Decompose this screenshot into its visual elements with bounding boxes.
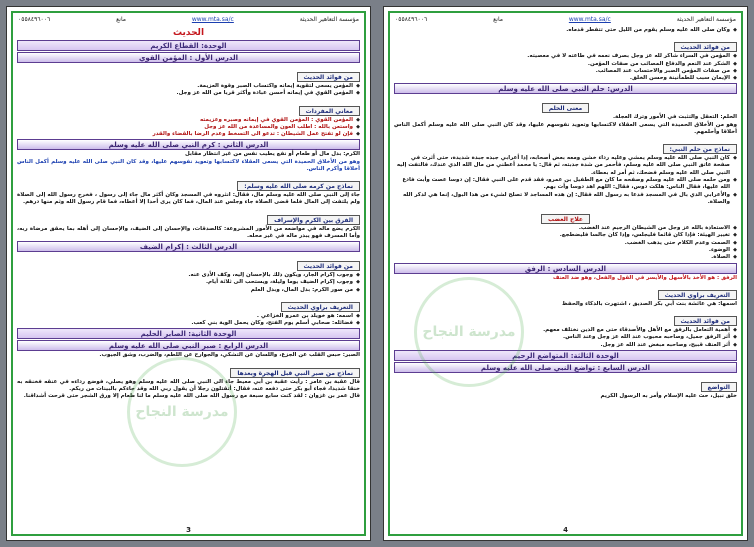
lesson-heading: الدرس الثالث : إكرام الضيف [17, 241, 360, 252]
watermark-seal: مدرسة النجاح [127, 357, 237, 467]
header-site-link[interactable]: www.mta.sa/c [568, 16, 611, 23]
section-box: من فوائد الحديث [297, 72, 360, 82]
paragraph: قال عمر بن غزوان : لقد كنت سابع سبعة مع رسول الله صلى الله عليه وسلم ما لنا طعام إلا ورق الشجر حتى قرحت أشداقنا. [23, 393, 360, 399]
unit-heading: الوحدة: القطاع الكريم [17, 40, 360, 51]
list-item: ◆ المؤمن يسعى لتقوية إيمانه واكتساب الصبر وقوة العزيمة. [17, 83, 360, 90]
lesson-heading: الدرس السابع : تواضع النبي صلى الله عليه وسلم [394, 362, 737, 373]
page-number: 3 [186, 526, 191, 534]
list-item: ◆ أثر العنف قبيح، وصاحبه مبغض عند الله عز وجل. [394, 342, 737, 349]
list-item: ◆ الصمت وعدم الكلام حتى يذهب الغضب. [394, 240, 737, 247]
section-box: الفرق بين الكرم والإسراف [267, 215, 360, 225]
list-item: ◆ واستعن بالله : اطلب العون والمساعدة من الله عز وجل [17, 124, 360, 131]
page-header [15, 14, 362, 25]
list-item: ◆ من صفات المؤمن الصبر والاحتساب عند المصائب. [394, 68, 737, 75]
list-item: ◆ الاستعاذة بالله عز وجل من الشيطان الرجيم عند الغضب. [394, 225, 737, 232]
unit-heading: الوحدة الثالثة: المتواضع الرحيم [394, 350, 737, 361]
list-item: ◆ أهمية التعامل بالرفق مع الأهل والأصدقاء حتى مع الذين نختلف معهم. [394, 327, 737, 334]
lesson-heading: الدرس الأول : المؤمن القوي [17, 52, 360, 63]
section-box: التواضع [701, 382, 737, 392]
header-org: مؤسسة التعاهير الحديثة [676, 16, 736, 23]
list-item: ◆ كان النبي صلى الله عليه وسلم يمشي وعليه رداء خشن ومعه بعض أصحابه، إذا أعرابي جبذه جبذة شديدة، حتى أثرت في صفحة عاتق النبي صلى الله عليه وسلم، فأحمر من شدة جذبته، ثم قال: يا محمد أعطني من مال الله الذي عندك، فالتفت إليه النبي صلى الله عليه وسلم فضحك، ثم أمر له بعطاء. [394, 155, 737, 177]
list-item: ◆ فإن لو تفتح عمل الشيطان : تدعو الى التسخط وعدم الرضا بالقضاء والقدر [17, 131, 360, 138]
paragraph: الحلم: التعقل والتثبت في الأمور وترك العجلة. [612, 114, 737, 121]
section-box: من فوائد الحديث [674, 42, 737, 52]
list-item: ◆ الإيمان سبب للطمأنينة وحسن الخلق. [394, 75, 737, 82]
bullet-list [17, 83, 360, 98]
paragraph: خلق نبيل، حث عليه الإسلام وأمر به الرسول الكريم [600, 392, 737, 399]
paragraph: جاء إلى النبي صلى الله عليه وسلم مال، فقال: انثروه في المسجد وكان أكثر مال جاء إلى رسول ، فخرج رسول الله إلى الصلاة ولم يلتفت إلى المال فلما قضى الصلاة جاء وجلس عند المال، فما كان يرى أحدا إلا أعطاه، فما قام رسول الله وثم منها درهم. [17, 192, 360, 206]
lesson-heading: الدرس: حلم النبي صلى الله عليه وسلم [394, 83, 737, 94]
list-item: ◆ المؤمن القوي في إيمانه أحسن عبادة وأكثر قربا من الله عز وجل. [17, 90, 360, 97]
page-number: 4 [563, 526, 568, 534]
list-item: ◆ تغيير الهيئة: فإذا كان قائما فليجلس، وإذا كان جالسا فليضطجع. [394, 232, 737, 239]
page-left [6, 6, 371, 541]
list-item: ◆ اسمه: هو خويلد بن عمرو الخزاعي . [17, 313, 360, 320]
list-item: ◆ أثر الرفق جميل، وصاحبه محبوب عند الله عز وجل وعند الناس. [394, 334, 737, 341]
paragraph: وهو من الأخلاق الحميدة التي يسعى العقلاء لاكتسابها وتعويد نفوسهم عليها، وقد كان النبي صلى الله عليه وسلم أكمل الناس أخلاقا وأحلمهم. [394, 121, 737, 135]
paragraph: وهو من الأخلاق الحميدة التي يسعى العقلاء لاكتسابها وتعويد نفوسهم عليها، وقد كان النبي صلى الله عليه وسلم أكمل الناس أخلاقا وأكرم الناس. [17, 158, 360, 172]
list-item: ◆ المؤمن في السراء شاكر لله عز وجل بصرف نعمه في طاعته لا في معصيته. [394, 53, 737, 60]
header-author: مانع [116, 16, 126, 23]
unit-heading: الوحدة الثانية: الصابر الحليم [17, 328, 360, 339]
list-item: ◆ الصلاة. [394, 254, 737, 261]
bullet-list [17, 313, 360, 328]
page-header [392, 14, 739, 25]
section-box: معاني المفردات [299, 106, 360, 116]
page-title: الحديث [172, 28, 205, 38]
header-site-link[interactable]: www.mta.sa/c [191, 16, 234, 23]
header-author: مانع [493, 16, 503, 23]
bullet-list [17, 117, 360, 139]
list-item: ◆ الشكر عند النعم والدفاع المصائب من صفات المؤمن. [394, 61, 737, 68]
list-item: ◆ المؤمن القوي : المؤمن القوي في إيمانه وصبره وعزيمته [17, 117, 360, 124]
list-item: ◆ وجوب إكرام الجار، ويكون ذلك بالإحسان إليه، وكف الأذى عنه. [17, 272, 360, 279]
watermark-seal: مدرسة النجاح [414, 277, 524, 387]
section-box: نماذج من حلم النبي: [663, 144, 737, 154]
header-org: مؤسسة التعاهير الحديثة [299, 16, 359, 23]
bullet-list [394, 225, 737, 261]
section-box: نماذج من صبر النبي قبل الهجرة وبعدها [230, 368, 360, 378]
section-box: من فوائد الحديث [297, 261, 360, 271]
bullet-list [394, 27, 737, 34]
section-box: من فوائد الحديث [674, 316, 737, 326]
paragraph: الكرم: بذل مال أو طعام أو نفع يطيب نفس من غير انتظار مقابل [184, 151, 360, 158]
list-item: ◆ فضائله: صحابي أسلم يوم الفتح، وكان يحمل الوية بني كعب. [17, 320, 360, 327]
section-box: نماذج من كرمه صلى الله عليه وسلم: [237, 181, 360, 191]
header-phone: ٠٥٥٨٤٩٦٠٠٦ [18, 16, 51, 23]
lesson-heading: الدرس الرابع : صبر النبي صلى الله عليه وسلم [17, 340, 360, 351]
paragraph: قال عقبة بن عامر : رأيت عقبة بن أبي معيط جاء الى النبي صلى الله عليه وسلم وهو يصلي، فوضع رداءه في عنقه فخنقه به خنقا شديدا، فجاء أبو بكر حتى دفعه عنه، فقال: أتقتلون رجلا أن يقول ربي الله وقد جاءكم بالبينات من ربكم. [17, 378, 360, 392]
list-item: ◆ من صور الكرم: بذل المال، وبذل العلم [17, 287, 360, 294]
list-item: ◆ ومن حلمه صلى الله عليه وسلم وصفحه ما كان مع الطفيل بن عمرو، فقد قدم على النبي فقال: إن دوسا عصت وأبت فادع الله عليها، فقال الناس: هلكت دوس، فقال: اللهم اهد دوسا وأت بهم. [394, 177, 737, 192]
bullet-list [394, 327, 737, 349]
bullet-list [17, 272, 360, 294]
list-item: ◆ والأعرابي الذي بال في المسجد فدعا به رسول الله فقال: إن هذه المساجد لا تصلح لشيء من هذا البول، إنما هي لذكر الله والصلاة. [394, 192, 737, 207]
paragraph: الكرم يضع ماله في مواضعه من الأمور المشروعة: كالصدقات، والإحسان إلى الضيف، والإحسان إلى أهله بما يحقق مرضاة ربه، وأما المسرف فهو يبذر ماله في غير محله. [17, 225, 360, 239]
paragraph: الصبر: حبس القلب عن الجزع، واللسان عن التشكي، والجوارح عن اللطم، والضرب، وشق الجيوب. [99, 352, 360, 359]
list-item: ◆ وجوب إكرام الضيف يوما وليلة، ويستحب الى ثلاثة أيام. [17, 279, 360, 286]
bullet-list [394, 155, 737, 206]
section-box: علاج الغضب [541, 214, 590, 224]
lesson-heading: الدرس الثاني : كرم النبي صلى الله عليه وسلم [17, 139, 360, 150]
paragraph: اسمها: هي عائشة بنت أبي بكر الصديق ، اشتهرت بالذكاء والحفظ [562, 300, 737, 307]
section-box: التعريف براوي الحديث [281, 302, 360, 312]
list-item: ◆ وكان صلى الله عليه وسلم يقوم من الليل حتى تتفطر قدماه. [394, 27, 737, 34]
page-body [17, 27, 360, 526]
page-body [394, 27, 737, 526]
page-right [383, 6, 748, 541]
paragraph: الرفق : هو الأخذ بالأسهل والأيسر في القول والفعل، وهو ضد العنف [553, 274, 737, 281]
section-box: التعريف براوي الحديث [658, 290, 737, 300]
header-phone: ٠٥٥٨٤٩٦٠٠٦ [395, 16, 428, 23]
list-item: ◆ الوضوء. [394, 247, 737, 254]
lesson-heading: الدرس السادس : الرفق [394, 263, 737, 274]
section-box: معنى الحلم [542, 103, 590, 113]
bullet-list [394, 53, 737, 82]
